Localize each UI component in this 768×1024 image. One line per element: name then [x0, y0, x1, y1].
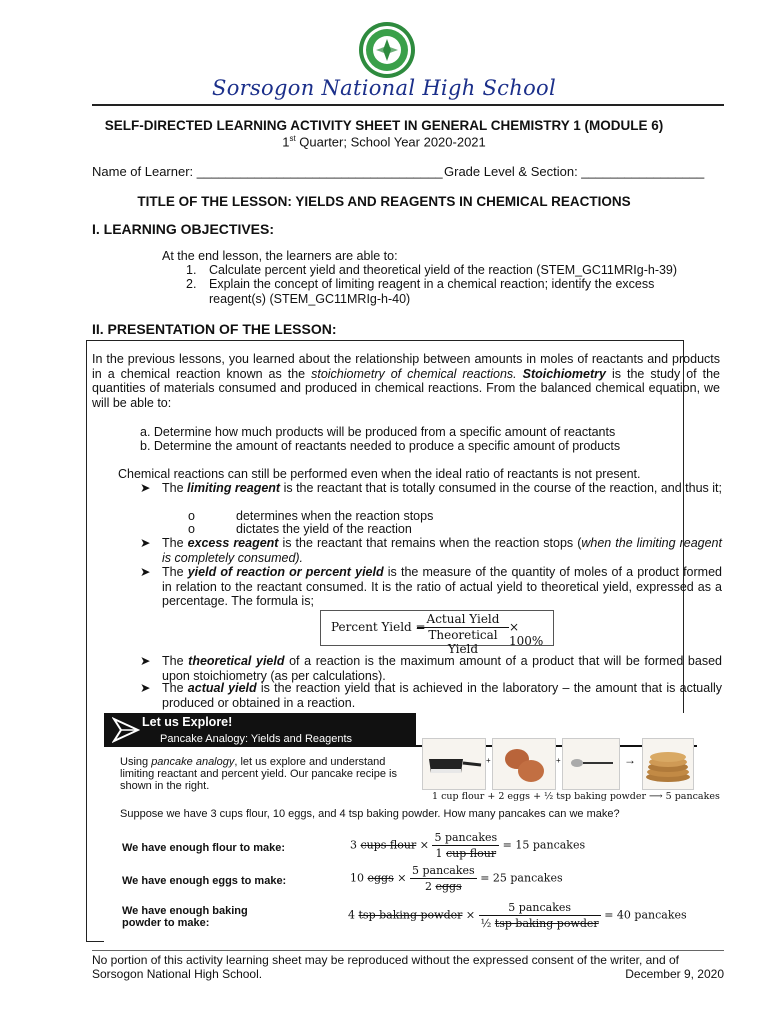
baking-powder-label: We have enough baking powder to make:	[122, 905, 248, 929]
paper-plane-icon	[112, 717, 140, 743]
percent-yield-formula: Percent Yield = Actual Yield Theoretical Yield × 100%	[320, 610, 554, 646]
school-name: Sorsogon National High School	[212, 76, 556, 100]
objective-b: b. Determine the amount of reactants needed to produce a specific amount of products	[140, 439, 621, 453]
recipe-arrow: →	[624, 753, 636, 767]
spoon-image	[562, 738, 620, 790]
header-rule	[92, 104, 724, 106]
arrow-bullet-icon: ➤	[140, 654, 151, 668]
flour-calculation: 3 cups flour × $\frac{\text{5 pancakes}}{\text{1 cup flour}}$ = 15 pancakes	[350, 831, 586, 860]
school-logo	[357, 20, 417, 80]
explore-title: Let us Explore!	[142, 715, 233, 729]
learner-name-field: Name of Learner: __________________________________	[92, 164, 443, 179]
pancake-intro: Using pancake analogy, let us explore and understand limiting reactant and percent yield. Our pancake recipe is shown in the right.	[120, 756, 397, 792]
lesson-title: TITLE OF THE LESSON: YIELDS AND REAGENTS IN CHEMICAL REACTIONS	[137, 194, 631, 209]
flour-label: We have enough flour to make:	[122, 842, 285, 854]
arrow-bullet-icon: ➤	[140, 565, 151, 579]
footer-date: December 9, 2020	[625, 967, 724, 981]
suppose-question: Suppose we have 3 cups flour, 10 eggs, and 4 tsp baking powder. How many pancakes can we make?	[120, 808, 620, 820]
section-presentation-heading: II. PRESENTATION OF THE LESSON:	[92, 321, 337, 337]
pancakes-image	[642, 738, 694, 790]
eggs-image	[492, 738, 556, 790]
footer-rule	[92, 950, 724, 951]
section-objectives-heading: I. LEARNING OBJECTIVES:	[92, 221, 275, 237]
recipe-plus-1: +	[486, 756, 491, 765]
arrow-bullet-icon: ➤	[140, 681, 151, 695]
recipe-equation: 1 cup flour + 2 eggs + ½ tsp baking powder ⟶ 5 pancakes	[432, 791, 720, 802]
baking-powder-calculation: 4 tsp baking powder × $\frac{\text{5 pancakes}}{\text{½ tsp baking powder}}$ = 40 pancakes	[348, 901, 687, 930]
arrow-bullet-icon: ➤	[140, 481, 151, 495]
measuring-cup-image	[422, 738, 486, 790]
eggs-calculation: 10 eggs × $\frac{\text{5 pancakes}}{\text{2 eggs}}$ = 25 pancakes	[350, 864, 563, 893]
footer-notice: No portion of this activity learning sheet may be reproduced without the expressed consent of the writer, and of Sorsogon National High School.	[92, 953, 679, 981]
arrow-bullet-icon: ➤	[140, 536, 151, 550]
intro-paragraph: In the previous lessons, you learned about the relationship between amounts in moles of reactants and products in a chemical reaction known as the stoichiometry of chemical reactions. Stoichiometry is the study of the quantities of materials consumed and produced in chemical reactions. From the balanced chemical equation, we will be able to:	[92, 352, 720, 410]
chem-intro: Chemical reactions can still be performed even when the ideal ratio of reactants is not present.	[118, 467, 641, 481]
objective-a: a. Determine how much products will be produced from a specific amount of reactants	[140, 425, 616, 439]
quarter-line: 1st Quarter; School Year 2020-2021	[282, 134, 486, 150]
eggs-label: We have enough eggs to make:	[122, 875, 287, 887]
grade-section-field: Grade Level & Section: _________________	[444, 164, 705, 179]
recipe-plus-2: +	[556, 756, 561, 765]
objectives-intro: At the end lesson, the learners are able to:	[162, 249, 398, 263]
sheet-title: SELF-DIRECTED LEARNING ACTIVITY SHEET IN GENERAL CHEMISTRY 1 (MODULE 6)	[104, 118, 664, 133]
explore-subtitle: Pancake Analogy: Yields and Reagents	[160, 733, 353, 745]
